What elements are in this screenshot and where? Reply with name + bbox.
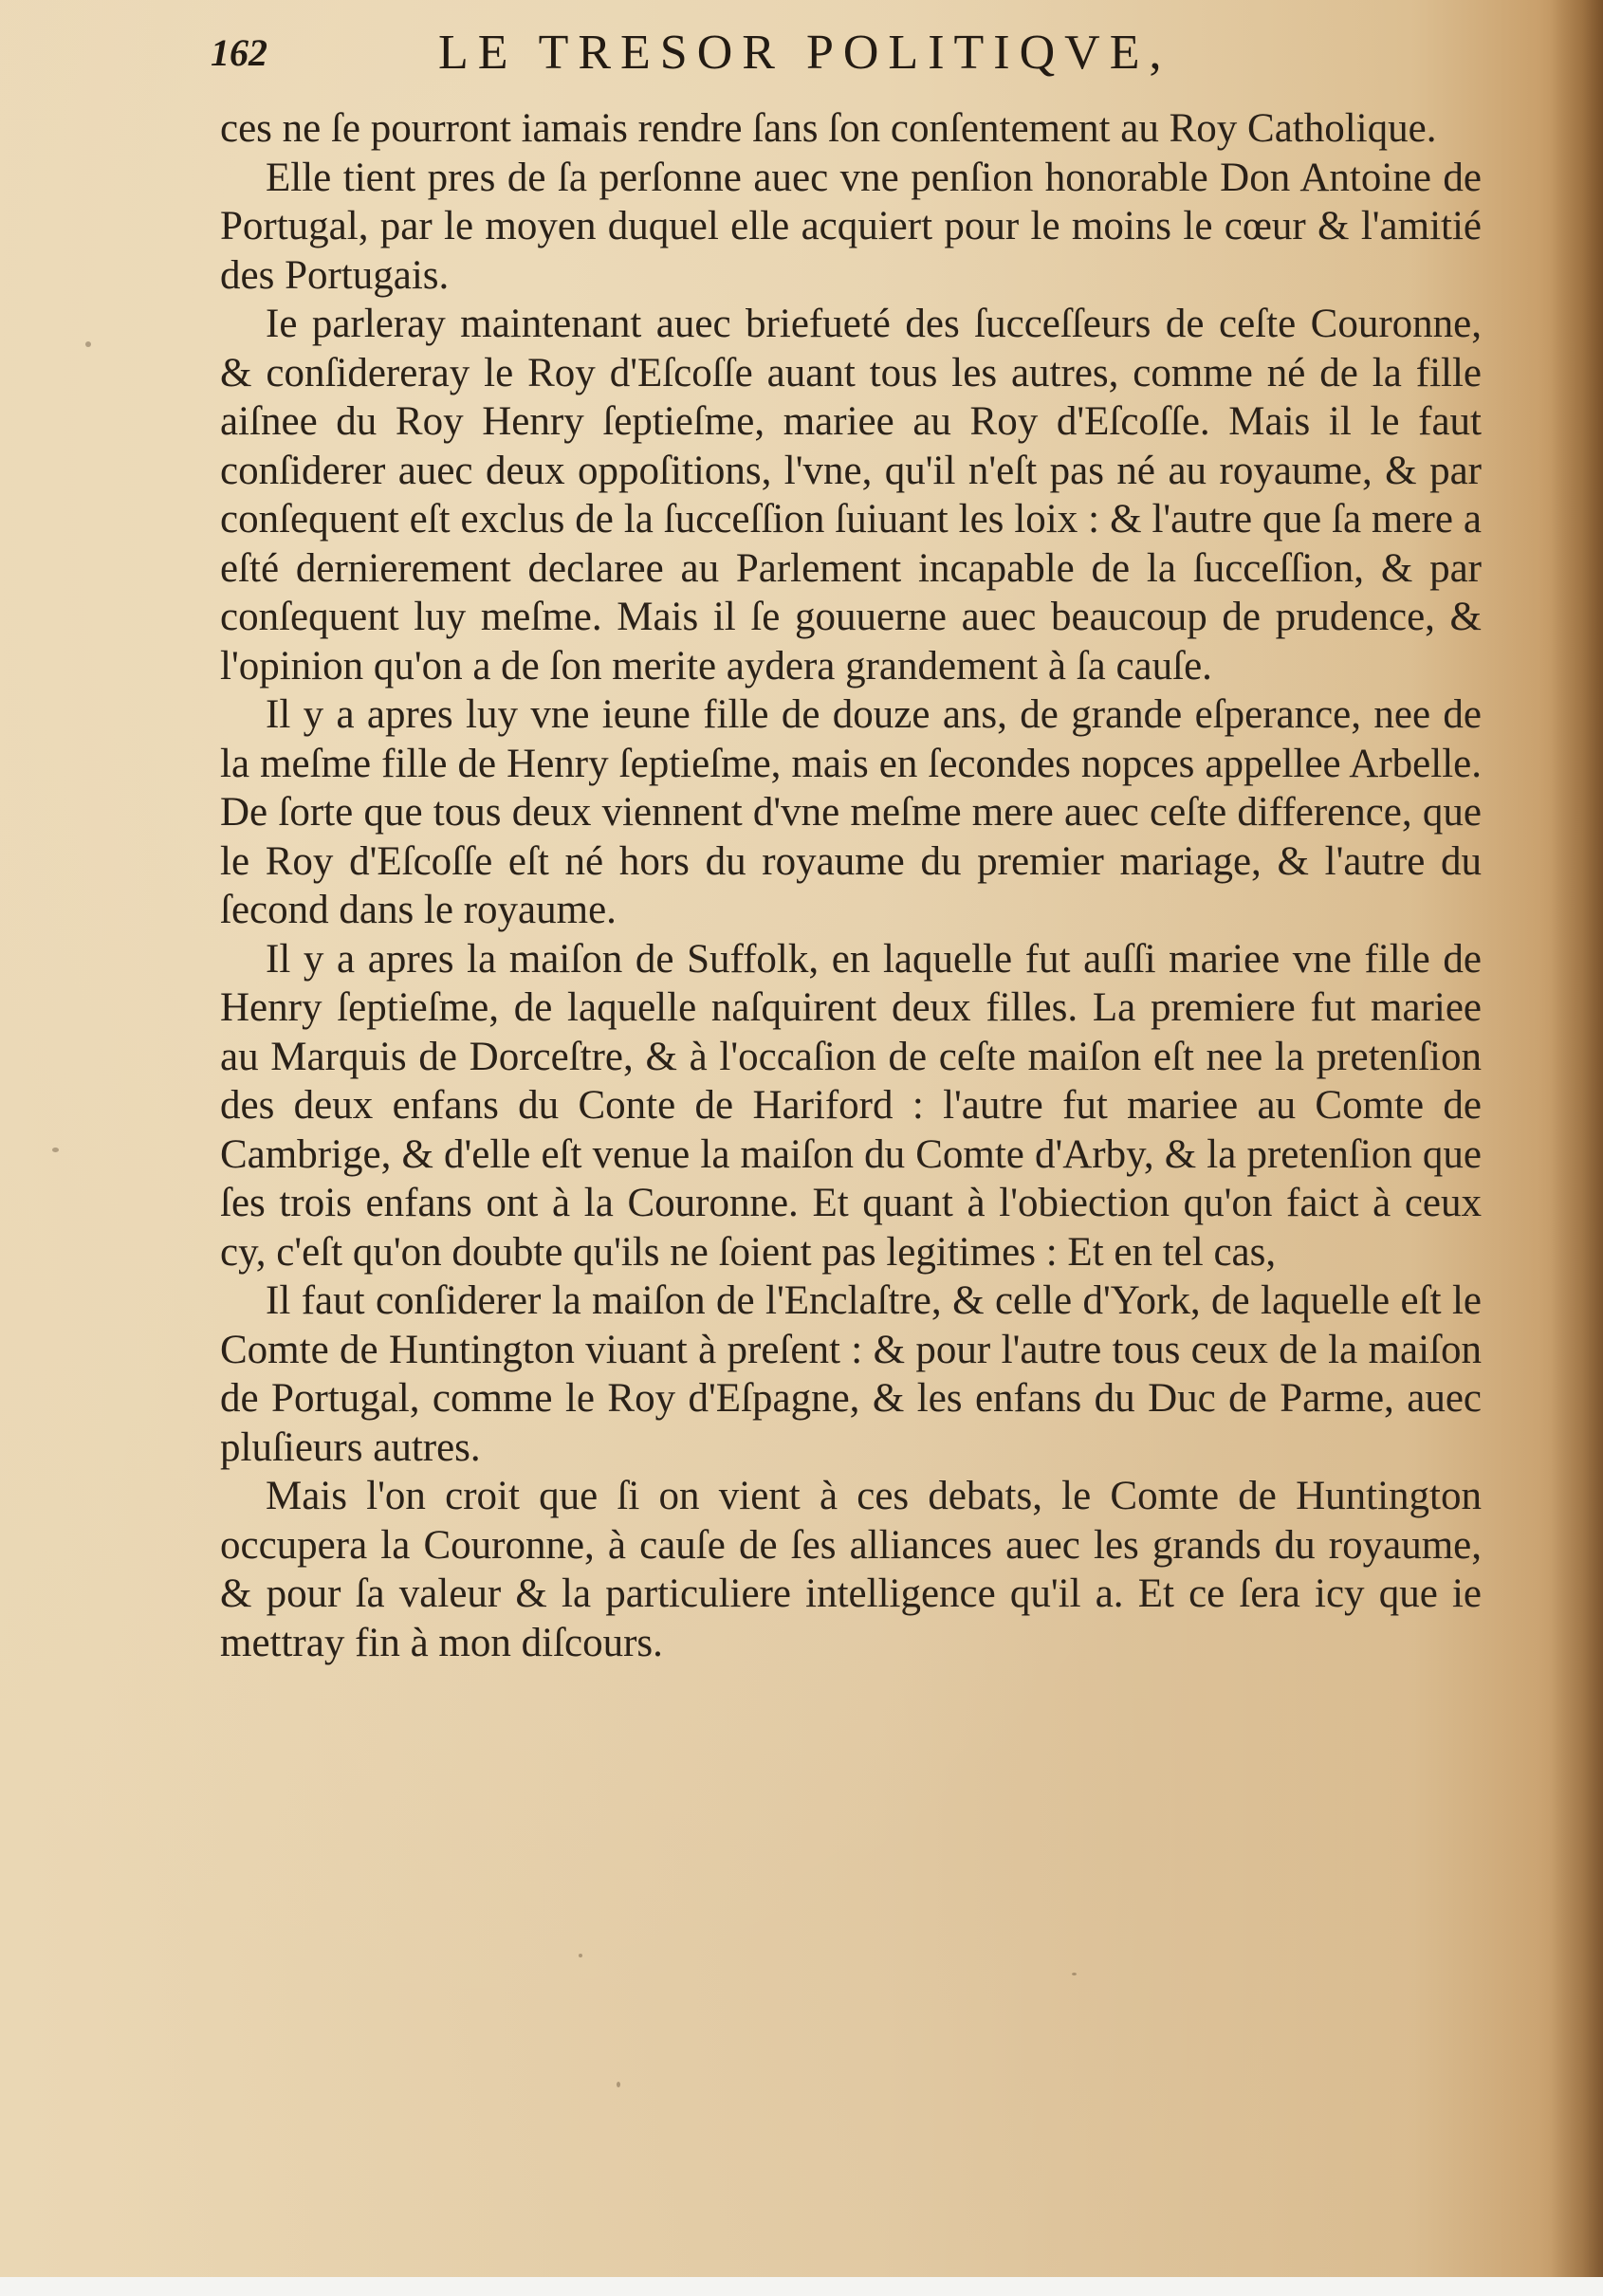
paper-speck: [617, 2082, 620, 2087]
paragraph-continuation: ces ne ſe pourront iamais rendre ſans ſon conſentement au Roy Catholique.: [220, 106, 1437, 151]
page-header: [211, 21, 1482, 89]
paragraph-roy-escosse: Ie parleray maintenant auec briefueté des ſucceſſeurs de ceſte Couronne, & conſidereray le Roy d'Eſcoſſe auant tous les autres, comme né de la fille aiſnee du Roy Henry ſeptieſme, mariee au Roy d'Eſcoſſe. Mais il le faut conſiderer auec deux oppoſitions, l'vne, qu'il n'eſt pas né au royaume, & par conſequent eſt exclus de la ſucceſſion ſuiuant les loix : & l'autre que ſa mere a eſté dernierement declaree au Parlement incapable de la ſucceſſion, & par conſequent luy meſme. Mais il ſe gouuerne auec beaucoup de prudence, & l'opinion qu'on a de ſon merite aydera grandement à ſa cauſe.: [220, 302, 1482, 689]
paragraph-don-antoine: Elle tient pres de ſa perſonne auec vne penſion honorable Don Antoine de Portugal, par le moyen duquel elle acquiert pour le moins le cœur & l'amitié des Portugais.: [220, 155, 1482, 298]
page-number: 162: [211, 31, 267, 74]
paper-speck: [52, 1148, 59, 1152]
paper-speck: [85, 341, 91, 347]
body-text: [220, 104, 1482, 1667]
paragraph-enclastre-york: Il faut conſiderer la maiſon de l'Enclaſtre, & celle d'York, de laquelle eſt le Comte de Huntington viuant à preſent : & pour l'autre tous ceux de la maiſon de Portugal, comme le Roy d'Eſpagne, & les enfans du Duc de Parme, auec pluſieurs autres.: [220, 1278, 1482, 1470]
paper-speck: [1072, 1973, 1077, 1975]
paragraph-arbelle: Il y a apres luy vne ieune fille de douze ans, de grande eſperance, nee de la meſme fille de Henry ſeptieſme, mais en ſecondes nopces appellee Arbelle. De ſorte que tous deux viennent d'vne meſme mere auec ceſte difference, que le Roy d'Eſcoſſe eſt né hors du royaume du premier mariage, & l'autre du ſecond dans le royaume.: [220, 692, 1482, 932]
page-edge-shadow: [1551, 0, 1603, 2296]
paragraph-huntington: Mais l'on croit que ſi on vient à ces debats, le Comte de Huntington occupera la Couronne, à cauſe de ſes alliances auec les grands du royaume, & pour ſa valeur & la particuliere intelligence qu'il a. Et ce ſera icy que ie mettray fin à mon diſcours.: [220, 1474, 1482, 1665]
paper-speck: [579, 1954, 582, 1957]
scan-bottom-strip: [0, 2277, 1603, 2296]
paragraph-suffolk: Il y a apres la maiſon de Suffolk, en laquelle fut auſſi mariee vne fille de Henry ſeptieſme, de laquelle naſquirent deux filles. La premiere fut mariee au Marquis de Dorceſtre, & à l'occaſion de ceſte maiſon eſt nee la pretenſion des deux enfans du Conte de Hariford : l'autre fut mariee au Comte de Cambrige, & d'elle eſt venue la maiſon du Comte d'Arby, & la pretenſion que ſes trois enfans ont à la Couronne. Et quant à l'obiection qu'on faict à ceux cy, c'eſt qu'on doubte qu'ils ne ſoient pas legitimes : Et en tel cas,: [220, 936, 1482, 1275]
running-title: LE TRESOR POLITIQVE,: [438, 26, 1171, 80]
